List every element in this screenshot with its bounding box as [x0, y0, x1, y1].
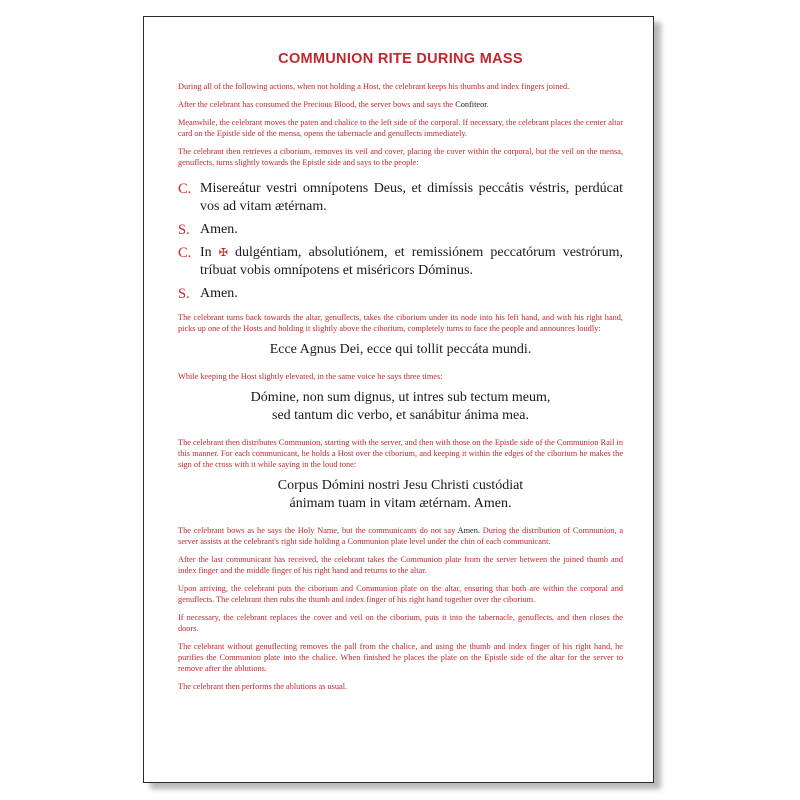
rubric-paragraph-11: If necessary, the celebrant replaces the cover and veil on the ciborium, puts it into the tabernacle, genuflects, and then closes the doors.: [178, 613, 623, 633]
speaker-label: S.: [178, 222, 190, 238]
corpus-line-2: ánimam tuam in vitam ætérnam. Amen.: [289, 496, 512, 511]
dialog-text: dulgéntiam, absolutiónem, et remissiónem peccatórum vestrórum, tríbuat vobis omnípotens et miséricors Dóminus.: [200, 245, 623, 278]
rubric-paragraph-5: The celebrant turns back towards the altar, genuflects, takes the ciborium under its node into his left hand, and with his right hand, picks up one of the Hosts and holding it slightly above the ciborium, completely turns to face the people and announces loudly:: [178, 313, 623, 333]
rubric-paragraph-1: During all of the following actions, when not holding a Host, the celebrant keeps his thumbs and index fingers joined.: [178, 82, 570, 91]
rubric-paragraph-8: [178, 525, 623, 547]
corpus-domini-block: [178, 477, 623, 513]
dialog-text-container: [200, 244, 623, 280]
rubric-paragraph-10: Upon arriving, the celebrant puts the ciborium and Communion plate on the altar, ensuring that both are within the corporal and genuflects. The celebrant then rubs the thumb and index finger of his right hand together over the ciborium.: [178, 584, 623, 604]
rubric-paragraph-3: Meanwhile, the celebrant moves the paten and chalice to the left side of the corporal. If necessary, the celebrant places the center altar card on the Epistle side of the mensa, opens the tabernacle and genuflects immediately.: [178, 118, 623, 138]
rubric-paragraph-4: The celebrant then retrieves a ciborium, removes its veil and cover, placing the cover within the corporal, but the veil on the mensa, genuflects, turns slightly towards the Epistle side and says to the people:: [178, 147, 623, 167]
domine-line-1: Dómine, non sum dignus, ut intres sub tectum meum,: [250, 390, 551, 405]
rubric-text: After the celebrant has consumed the Precious Blood, the server bows and says the: [178, 100, 456, 109]
sign-of-cross-icon: ✠: [218, 247, 228, 259]
rubric-paragraph-12: The celebrant without genuflecting removes the pall from the chalice, and using the thumb and index finger of his right hand, he purifies the Communion plate into the chalice. When finished he places the plate on the Epistle side of the altar for the server to remove after the ablutions.: [178, 642, 623, 673]
dialog-line: [178, 221, 623, 239]
rubric-paragraph-6: While keeping the Host slightly elevated, in the same voice he says three times:: [178, 372, 443, 381]
domine-line-2: sed tantum dic verbo, et sanábitur ánima mea.: [272, 408, 529, 423]
rubric-paragraph-13: The celebrant then performs the ablutions as usual.: [178, 682, 348, 691]
amen-word: Amen: [457, 526, 478, 535]
domine-non-sum-block: [178, 389, 623, 425]
ecce-agnus-block: [178, 341, 623, 359]
card-content: [178, 51, 623, 699]
rubric-text: The celebrant bows as he says the Holy Name, but the communicants do not say: [178, 526, 458, 535]
dialog-line: [178, 285, 623, 303]
confiteor-word: Confiteor: [455, 100, 487, 109]
dialog-text: Amen.: [200, 222, 238, 237]
corpus-line-1: Corpus Dómini nostri Jesu Christi custódiat: [277, 478, 524, 493]
dialog-line: [178, 180, 623, 216]
dialog-text: Misereátur vestri omnípotens Deus, et dimíssis peccátis véstris, perdúcat vos ad vitam ætérnam.: [200, 181, 623, 214]
speaker-label: C.: [178, 245, 192, 261]
dialog-text-prefix: In: [200, 245, 219, 260]
dialog-text: Amen.: [200, 286, 238, 301]
rubric-paragraph-7: The celebrant then distributes Communion, starting with the server, and then with those on the Epistle side of the Communion Rail in this manner. For each communicant, he holds a Host over the ciborium, and keeping it within the edges of the ciborium he makes the sign of the cross with it while saying in the loud tone:: [178, 438, 623, 469]
rubric-text: . During the distribution of Communion, a server assists at the celebrant's right side holding a Communion plate level under the chin of each communicant.: [178, 526, 624, 546]
communion-rite-card: [143, 16, 654, 783]
ecce-agnus-line: Ecce Agnus Dei, ecce qui tollit peccáta mundi.: [269, 342, 532, 357]
page-title: COMMUNION RITE DURING MASS: [278, 51, 523, 67]
misereatur-dialog: [178, 180, 623, 303]
speaker-label: C.: [178, 181, 192, 197]
rubric-paragraph-9: After the last communicant has received, the celebrant takes the Communion plate from the server between the joined thumb and index finger and the middle finger of his right hand and returns to the altar.: [178, 555, 623, 575]
rubric-paragraph-2: [178, 99, 623, 110]
rubric-text: .: [486, 100, 489, 109]
dialog-line: [178, 244, 623, 280]
speaker-label: S.: [178, 286, 190, 302]
